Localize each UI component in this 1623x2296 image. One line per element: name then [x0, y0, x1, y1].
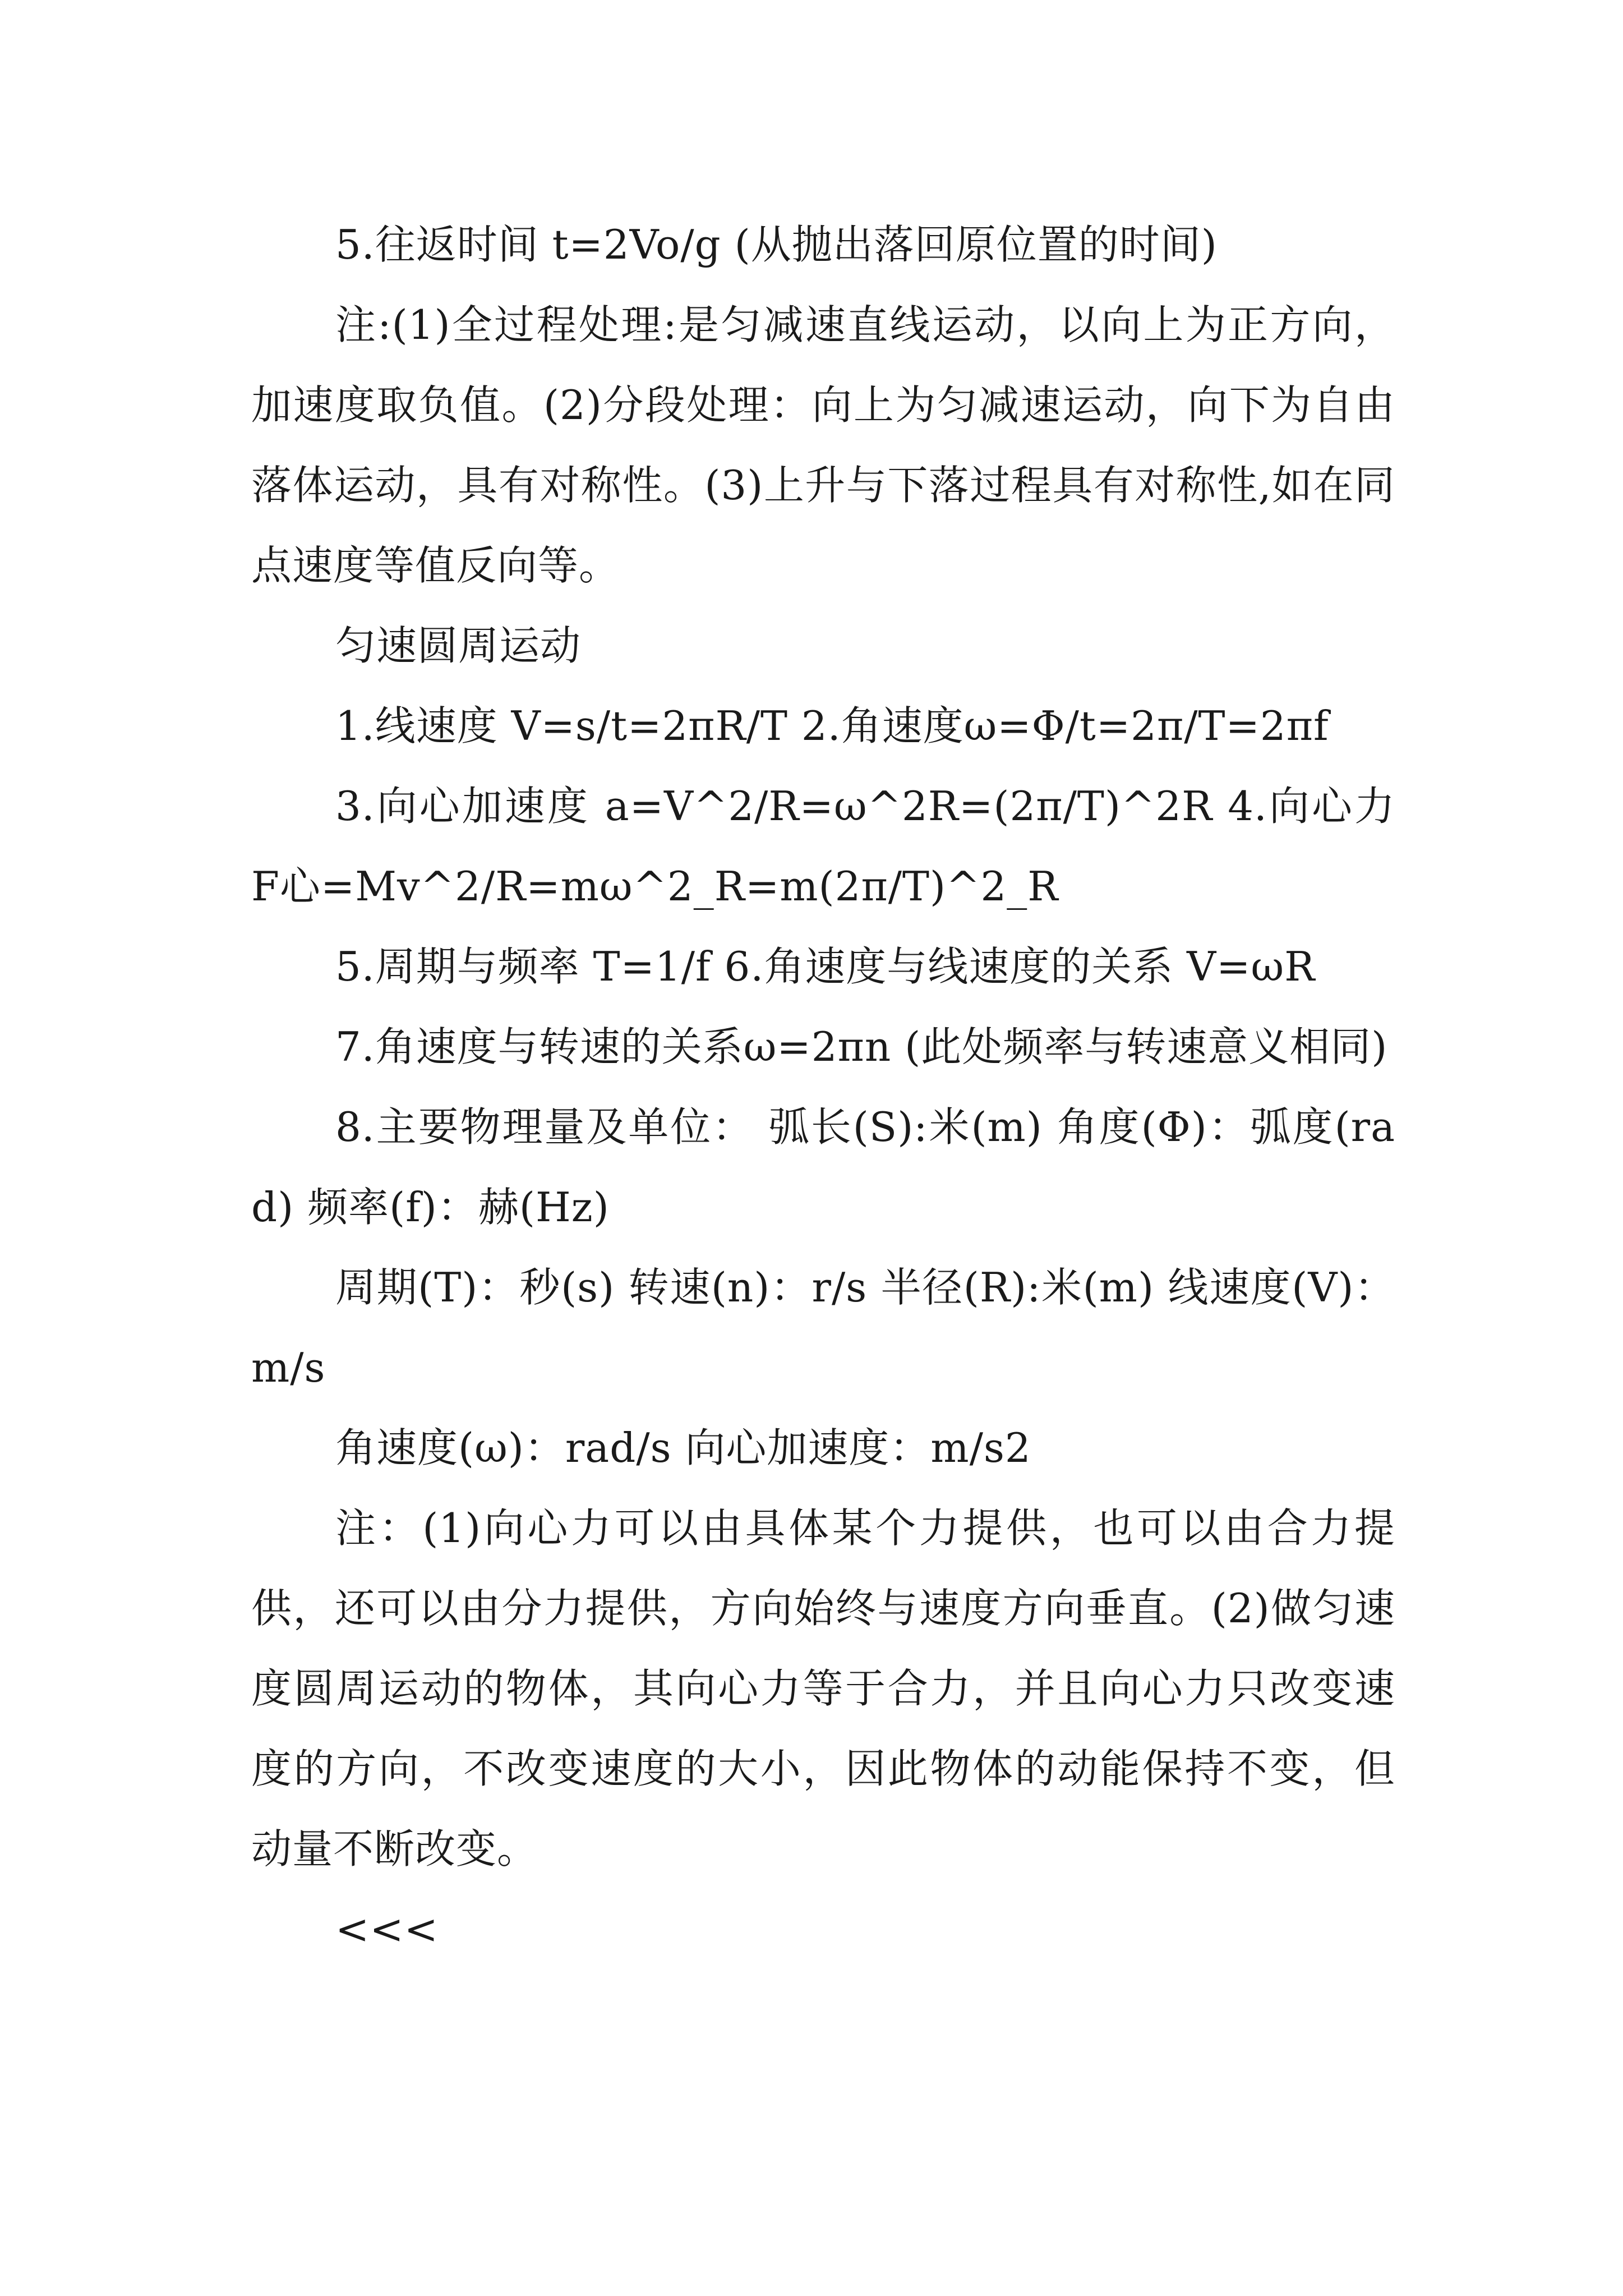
paragraph-round-trip-time: 5.往返时间 t=2Vo/g (从抛出落回原位置的时间) [335, 221, 1218, 268]
paragraph-period-frequency: 5.周期与频率 T=1/f 6.角速度与线速度的关系 V=ωR [335, 943, 1316, 990]
paragraph-page-marker: <<< [335, 1906, 439, 1953]
paragraph-physical-quantities-units: 8.主要物理量及单位： 弧长(S):米(m) 角度(Φ)：弧度(rad) 频率(f)：赫(Hz) [251, 1103, 1395, 1231]
paragraph-period-units: 周期(T)：秒(s) 转速(n)：r/s 半径(R):米(m) 线速度(V)：m/s [251, 1264, 1395, 1391]
section-heading-uniform-circular-motion: 匀速圆周运动 [335, 622, 582, 669]
paragraph-angular-velocity-units: 角速度(ω)：rad/s 向心加速度：m/s2 [335, 1424, 1031, 1471]
paragraph-centripetal-acceleration-force: 3.向心加速度 a=V^2/R=ω^2R=(2π/T)^2R 4.向心力 F心=Mv^2/R=mω^2_R=m(2π/T)^2_R [251, 783, 1395, 910]
paragraph-linear-angular-velocity: 1.线速度 V=s/t=2πR/T 2.角速度ω=Φ/t=2π/T=2πf [335, 702, 1329, 749]
document-body [251, 205, 1395, 1970]
paragraph-note-centripetal-force: 注：(1)向心力可以由具体某个力提供，也可以由合力提供，还可以由分力提供，方向始终与速度方向垂直。(2)做匀速度圆周运动的物体，其向心力等于合力，并且向心力只改变速度的方向，不改变速度的大小，因此物体的动能保持不变，但动量不断改变。 [251, 1504, 1395, 1872]
paragraph-note-vertical-throw: 注:(1)全过程处理:是匀减速直线运动，以向上为正方向，加速度取负值。(2)分段处理：向上为匀减速运动，向下为自由落体运动，具有对称性。(3)上升与下落过程具有对称性,如在同点速度等值反向等。 [251, 301, 1395, 589]
paragraph-angular-velocity-rotation-speed: 7.角速度与转速的关系ω=2πn (此处频率与转速意义相同) [335, 1023, 1388, 1070]
